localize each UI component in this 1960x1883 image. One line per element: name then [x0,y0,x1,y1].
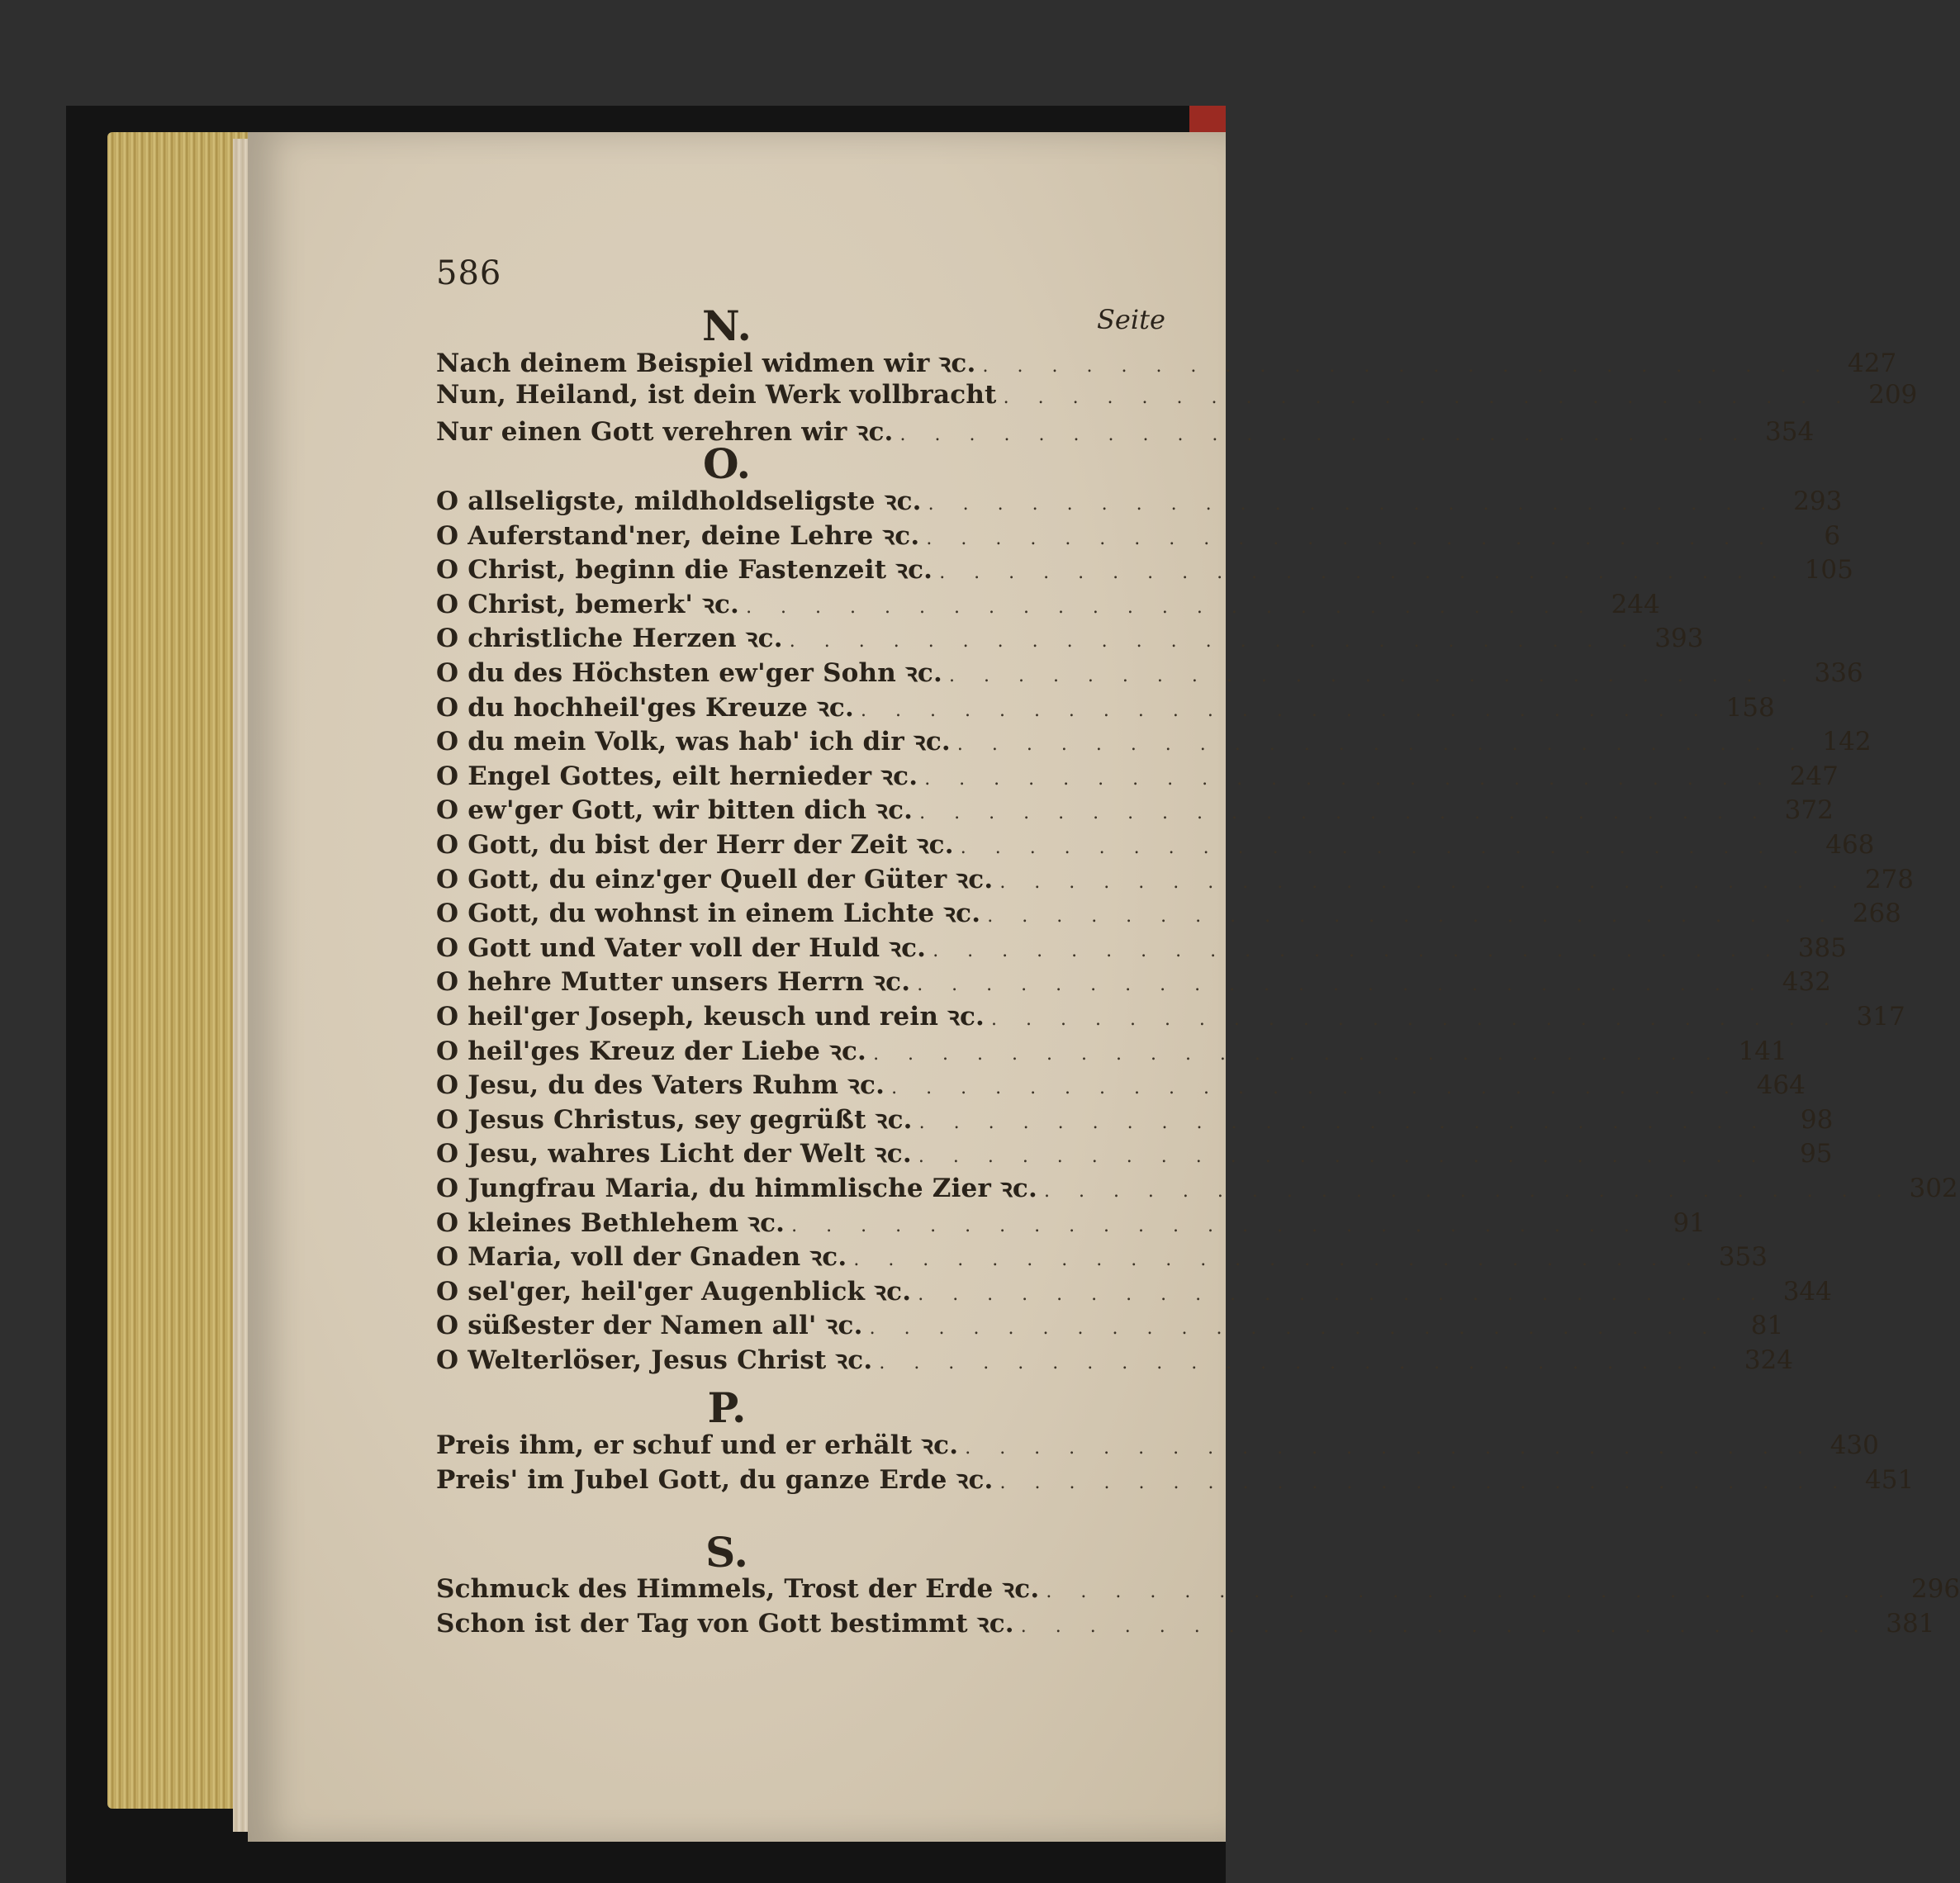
entry-title: O Gott, du einz'ger Quell der Güter ꝛc. [436,864,994,894]
dot-leader: . . . . . . . . . . . . . . . . . . . . . . . . . [933,940,1782,961]
section-letter: O. [702,439,752,488]
page-number: 586 [436,254,502,292]
index-entry [436,690,1775,723]
entry-page-number: 302 [1909,1174,1958,1203]
index-entry [436,1205,1706,1238]
index-entry [436,1571,1960,1604]
entry-title: O Gott, du wohnst in einem Lichte ꝛc. [436,899,981,929]
index-entry [436,1606,1935,1639]
entry-title: O süßester der Namen all' ꝛc. [436,1311,863,1341]
dot-leader: . . . . . . . . . . . . . . . . . . . . . . . . . [891,1078,1741,1099]
entry-page-number: 158 [1725,692,1775,723]
index-entry [436,1102,1834,1135]
index-entry [436,483,1843,516]
index-entry [436,861,1914,894]
entry-title: O Christ, beginn die Fastenzeit ꝛc. [436,555,933,586]
dot-leader: . . . . . . . . . . . . . . . . . . . . . . . . . [899,425,1750,446]
dot-leader: . . . . . . . . . . . . . . . . . . . . . . . . . [939,562,1789,584]
entry-page-number: 344 [1782,1276,1832,1307]
entry-page-number: 244 [1611,589,1660,619]
entry-title: O du hochheil'ges Kreuze ꝛc. [436,692,855,723]
dot-leader: . . . . . . . . . . . . . . . . . . . . . . . . . [1043,1181,1894,1202]
entry-page-number: 142 [1822,727,1872,757]
index-entry [436,655,1863,688]
entry-title: O du mein Volk, was hab' ich dir ꝛc. [436,727,951,757]
index-entry [436,1427,1879,1460]
entry-page-number: 247 [1789,761,1839,791]
entry-page-number: 91 [1673,1207,1706,1238]
index-entry [436,1462,1915,1495]
entry-title: O Maria, voll der Gnaden ꝛc. [436,1242,847,1273]
index-entry [436,1274,1832,1307]
entry-page-number: 451 [1865,1464,1915,1495]
entry-page-number: 385 [1797,932,1847,963]
index-entry [436,930,1847,963]
index-entry [436,620,1704,654]
entry-page-number: 468 [1825,830,1875,860]
index-entry [436,723,1872,757]
index-entry [436,998,1905,1032]
section-letter: N. [702,301,752,350]
entry-title: Preis ihm, er schuf und er erhält ꝛc. [436,1430,959,1460]
dot-leader: . . . . . . . . . . . . . . . . . . . . . . . . . [960,837,1811,858]
dot-leader: . . . . . . . . . . . . . . . . . . . . . . . . . [928,494,1778,515]
entry-title: O ew'ger Gott, wir bitten dich ꝛc. [436,795,914,826]
dot-leader: . . . . . . . . . . . . . . . . . . . . . . . . . [991,1009,1841,1030]
entry-title: O heil'ges Kreuz der Liebe ꝛc. [436,1036,867,1066]
dot-leader: . . . . . . . . . . . . . . . . . . . . . . . . . [948,666,1799,686]
dot-leader: . . . . . . . . . . . . . . . . . . . . . . . . . [853,1250,1703,1271]
dot-leader: . . . . . . . . . . . . . . . . . . . . . . . . . [789,631,1640,652]
index-entry [436,552,1853,586]
index-entry [436,827,1875,860]
entry-page-number: 427 [1848,349,1897,378]
entry-title: O kleines Bethlehem ꝛc. [436,1207,785,1238]
entry-title: Schon ist der Tag von Gott bestimmt ꝛc. [436,1608,1014,1639]
entry-page-number: 98 [1800,1104,1834,1135]
dot-leader: . . . . . . . . . . . . . . . . . . . . . . . . . [918,1112,1769,1133]
entry-title: Schmuck des Himmels, Trost der Erde ꝛc. [436,1574,1040,1604]
entry-page-number: 464 [1756,1070,1806,1101]
entry-title: O Jungfrau Maria, du himmlische Zier ꝛc. [436,1174,1037,1203]
index-entry [436,1136,1833,1169]
entry-title: O Gott und Vater voll der Huld ꝛc. [436,932,927,963]
dot-leader: . . . . . . . . . . . . . . . . . . . . . . . . . [956,734,1807,756]
index-entry [436,1342,1793,1375]
entry-page-number: 95 [1800,1139,1833,1169]
dot-leader: . . . . . . . . . . . . . . . . . . . . . . . . . [965,1438,1815,1458]
dot-leader: . . . . . . . . . . . . . . . . . . . . . . . . . [999,1472,1850,1493]
dot-leader: . . . . . . . . . . . . . . . . . . . . . . . . . [926,528,1777,549]
index-entry [436,518,1841,551]
entry-title: O sel'ger, heil'ger Augenblick ꝛc. [436,1276,912,1307]
entry-page-number: 317 [1856,1002,1905,1032]
entry-page-number: 293 [1793,486,1843,516]
entry-title: Nur einen Gott verehren wir ꝛc. [436,417,894,448]
entry-page-number: 324 [1744,1345,1793,1375]
entry-page-number: 81 [1750,1311,1784,1341]
dot-leader: . . . . . . . . . . . . . . . . . . . . . . . . . [746,596,1596,618]
dot-leader: . . . . . . . . . . . . . . . . . . . . . . . . . [879,1353,1729,1373]
entry-title: O Christ, bemerk' ꝛc. [436,589,740,619]
entry-title: O Engel Gottes, eilt hernieder ꝛc. [436,761,918,791]
entry-page-number: 430 [1829,1430,1879,1460]
index-entry [436,964,1831,998]
entry-title: O Welterlöser, Jesus Christ ꝛc. [436,1345,873,1375]
index-entry [436,1307,1784,1341]
index-entry [436,1170,1958,1203]
index-entry [436,1033,1787,1066]
index-entry [436,379,1918,413]
dot-leader: . . . . . . . . . . . . . . . . . . . . . . . . . [918,1283,1768,1305]
entry-title: Nach deinem Beispiel widmen wir ꝛc. [436,349,976,378]
entry-title: Nun, Heiland, ist dein Werk vollbracht [436,379,997,410]
index-entry [436,895,1901,929]
dot-leader: . . . . . . . . . . . . . . . . . . . . . . . . . [1020,1615,1871,1637]
section-letter: S. [705,1528,748,1577]
index-entry [436,1067,1806,1101]
entry-title: O du des Höchsten ew'ger Sohn ꝛc. [436,658,942,688]
entry-page-number: 381 [1886,1608,1935,1639]
entry-page-number: 278 [1864,864,1914,894]
entry-title: O Auferstand'ner, deine Lehre ꝛc. [436,520,920,551]
dot-leader: . . . . . . . . . . . . . . . . . . . . . . . . . [987,906,1837,927]
entry-title: O heil'ger Joseph, keusch und rein ꝛc. [436,1002,985,1032]
entry-page-number: 432 [1782,967,1831,998]
entry-page-number: 372 [1784,795,1834,826]
dot-leader: . . . . . . . . . . . . . . . . . . . . . . . . . [791,1215,1641,1236]
entry-title: O Jesu, du des Vaters Ruhm ꝛc. [436,1070,885,1101]
section-letter: P. [707,1383,747,1432]
dot-leader: . . . . . . . . . . . . . . . . . . . . . . . . . [919,803,1769,824]
dot-leader: . . . . . . . . . . . . . . . . . . . . . . . . . [982,356,1833,377]
index-entry [436,1239,1768,1273]
entry-title: O christliche Herzen ꝛc. [436,624,783,654]
entry-title: Preis' im Jubel Gott, du ganze Erde ꝛc. [436,1464,994,1495]
entry-title: O Jesus Christus, sey gegrüßt ꝛc. [436,1104,913,1135]
index-entry [436,792,1834,826]
dot-leader: . . . . . . . . . . . . . . . . . . . . . . . . . [917,975,1767,996]
entry-page-number: 393 [1654,624,1704,654]
entry-page-number: 353 [1718,1242,1768,1273]
dot-leader: . . . . . . . . . . . . . . . . . . . . . . . . . [924,768,1774,790]
dot-leader: . . . . . . . . . . . . . . . . . . . . . . . . . [1046,1582,1896,1602]
entry-title: O Gott, du bist der Herr der Zeit ꝛc. [436,830,954,860]
entry-title: O Jesu, wahres Licht der Welt ꝛc. [436,1139,912,1169]
entry-page-number: 354 [1765,417,1815,448]
column-header-seite: Seite [1097,304,1165,335]
entry-page-number: 141 [1738,1036,1787,1066]
dot-leader: . . . . . . . . . . . . . . . . . . . . . . . . . [918,1146,1768,1168]
entry-page-number: 209 [1868,379,1918,410]
dot-leader: . . . . . . . . . . . . . . . . . . . . . . . . . [999,871,1849,893]
index-entry [436,345,1897,378]
index-entry [436,586,1660,619]
entry-page-number: 268 [1852,899,1901,929]
entry-title: O allseligste, mildholdseligste ꝛc. [436,486,922,516]
entry-page-number: 105 [1804,555,1853,586]
dot-leader: . . . . . . . . . . . . . . . . . . . . . . . . . [873,1043,1723,1065]
entry-title: O hehre Mutter unsers Herrn ꝛc. [436,967,911,998]
entry-page-number: 296 [1910,1574,1960,1604]
entry-page-number: 336 [1814,658,1863,688]
entry-page-number: 6 [1824,520,1841,551]
dot-leader: . . . . . . . . . . . . . . . . . . . . . . . . . [869,1318,1720,1340]
dot-leader: . . . . . . . . . . . . . . . . . . . . . . . . . [861,700,1711,721]
dot-leader: . . . . . . . . . . . . . . . . . . . . . . . . . [1003,387,1853,408]
index-entry [436,758,1839,791]
